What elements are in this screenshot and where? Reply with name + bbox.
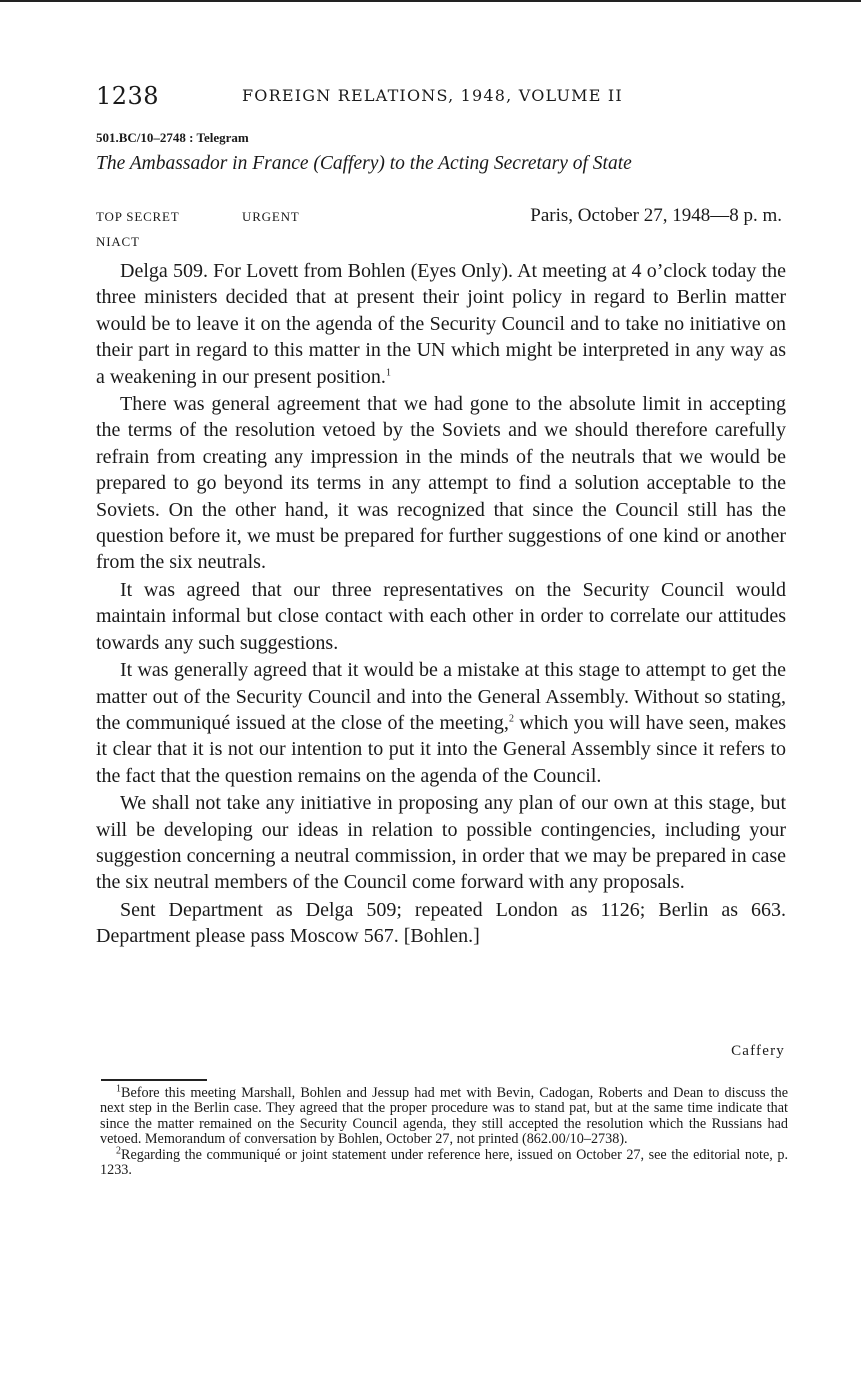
- footnote: [100, 1144, 788, 1179]
- footnote-marker: 1: [116, 1083, 121, 1095]
- classification-label: TOP SECRET: [96, 209, 180, 224]
- body-paragraph: [96, 258, 786, 390]
- handling-label: NIACT: [96, 234, 140, 249]
- classification-line: [96, 205, 786, 229]
- body-paragraph: Sent Department as Delga 509; repeated London as 1126; Berlin as 663. Department please pass Moscow 567. [Bohlen.]: [96, 898, 786, 948]
- paragraph-text: It was generally agreed that it would be a mistake at this stage to attempt to get the matter out of the Security Council and into the General Assembly. Without so stating, the communiqué issued at the close of the meeting,: [96, 659, 786, 734]
- page-number: 1238: [96, 82, 160, 110]
- footnote-divider: [101, 1079, 207, 1081]
- body-paragraph: We shall not take any initiative in proposing any plan of our own at this stage, but will be developing our ideas in relation to possible contingencies, including your suggestion concerning a neutral commission, in order that we may be prepared in case the six neutral members of the Council come forward with any proposals.: [96, 792, 786, 894]
- body-paragraph: It was agreed that our three representatives on the Security Council would maintain informal but close contact with each other in order to correlate our attitudes towards any such suggestions.: [96, 578, 786, 654]
- footnote-text: Before this meeting Marshall, Bohlen and Jessup had met with Bevin, Cadogan, Roberts and Dean to discuss the next step in the Berlin case. They agreed that the proper procedure was to stand pat, but at the same time indicate that since the matter remained on the Security Council agenda, they still accepted the resolution which the Russians had vetoed. Memorandum of conversation by Bohlen, October 27, not printed (862.00/10–2738).: [100, 1085, 788, 1148]
- footnote-marker: 2: [116, 1144, 121, 1156]
- page-header: [96, 82, 776, 112]
- telegram-body: [96, 258, 786, 951]
- signature: Caffery: [731, 1043, 785, 1059]
- footnote-text: Regarding the communiqué or joint statement under reference here, issued on October 27, see the editorial note, p. 1233.: [100, 1146, 788, 1179]
- running-head: FOREIGN RELATIONS, 1948, VOLUME II: [242, 86, 623, 105]
- dateline: Paris, October 27, 1948—8 p. m.: [530, 205, 782, 226]
- footnote: [100, 1083, 788, 1148]
- paragraph-text: which you will have seen, makes it clear that it is not our intention to put it into the General Assembly since it refers to the fact that the question remains on the agenda of the Council.: [96, 711, 787, 787]
- paragraph-text: Delga 509. For Lovett from Bohlen (Eyes Only). At meeting at 4 o’clock today the three ministers decided that at present their joint policy in regard to Berlin matter would be to leave it on the agenda of the Security Council and to take no initiative on their part in regard to this matter in the UN which might be interpreted in any way as a weakening in our present position.: [96, 260, 786, 388]
- page-top-edge: [0, 0, 861, 2]
- body-paragraph: There was general agreement that we had gone to the absolute limit in accepting the terms of the resolution vetoed by the Soviets and we should therefore carefully refrain from creating any impression in the minds of the neutrals that we would be prepared to go beyond its terms in any attempt to find a solution acceptable to the Soviets. On the other hand, it was recognized that since the Council still has the question before it, we must be prepared for further suggestions of one kind or another from the six neutrals.: [96, 393, 786, 574]
- footnote-reference: 2: [508, 713, 514, 725]
- footnote-reference: 1: [385, 366, 391, 378]
- urgency-label: URGENT: [242, 209, 300, 224]
- document-file-number: 501.BC/10–2748 : Telegram: [96, 130, 249, 145]
- body-paragraph: [96, 657, 786, 789]
- footnotes: [100, 1083, 788, 1179]
- document-title: The Ambassador in France (Caffery) to the Acting Secretary of State: [96, 153, 632, 174]
